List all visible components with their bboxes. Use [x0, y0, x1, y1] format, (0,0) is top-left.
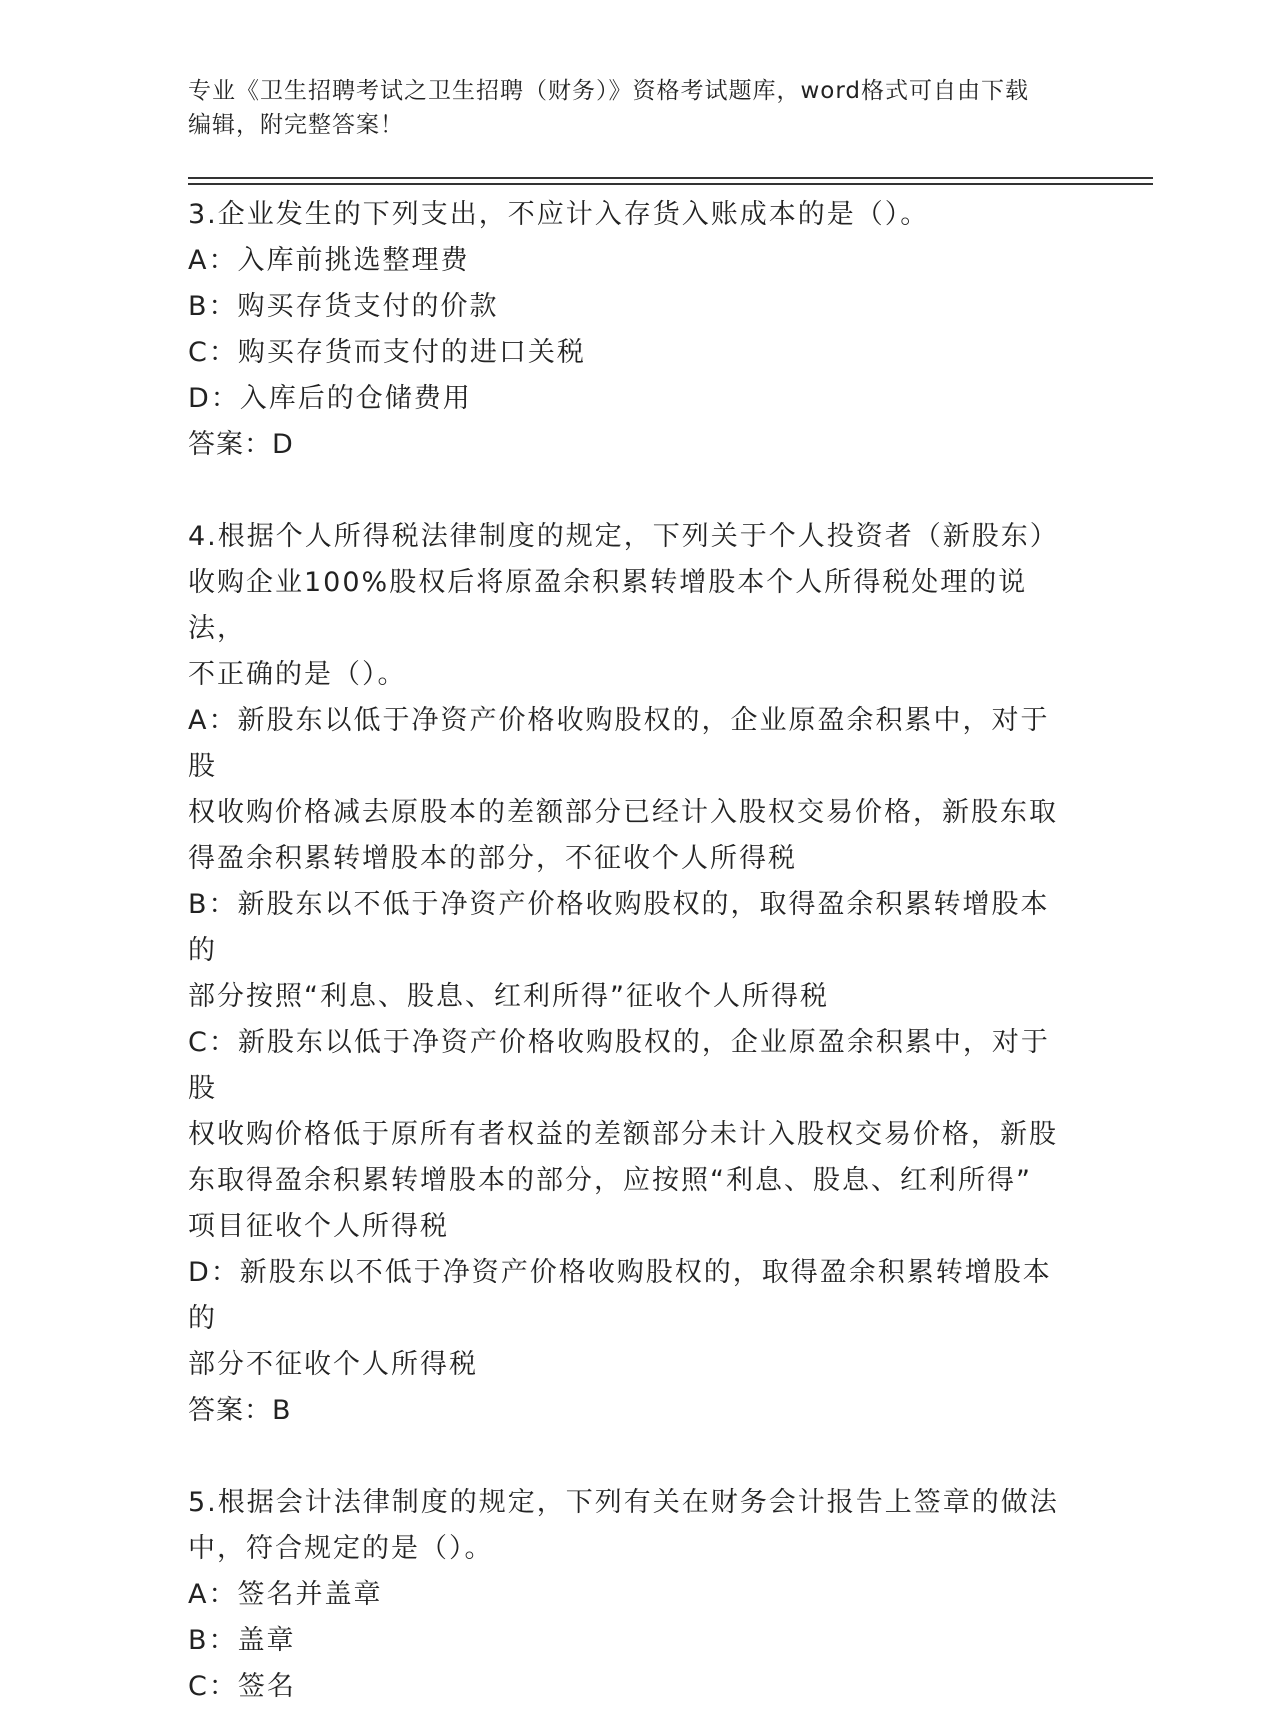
question-list	[188, 192, 1078, 1710]
question-stem: 收购企业100%股权后将原盈余积累转增股本个人所得税处理的说法，	[188, 567, 1028, 644]
question-stem: 3.企业发生的下列支出，不应计入存货入账成本的是（）。	[188, 199, 930, 230]
option-b: B：新股东以不低于净资产价格收购股权的，取得盈余积累转增股本的	[188, 889, 1050, 966]
option-d: D：新股东以不低于净资产价格收购股权的，取得盈余积累转增股本的	[188, 1257, 1052, 1334]
header-divider-top	[188, 177, 1153, 179]
option-a: 权收购价格减去原股本的差额部分已经计入股权交易价格，新股东取	[188, 797, 1058, 828]
header-divider-bottom	[188, 183, 1153, 185]
option-a: A：入库前挑选整理费	[188, 245, 470, 276]
option-d: D：入库后的仓储费用	[188, 383, 472, 414]
question-stem: 5.根据会计法律制度的规定，下列有关在财务会计报告上签章的做法	[188, 1487, 1059, 1518]
option-a: A：签名并盖章	[188, 1579, 383, 1610]
option-a: 得盈余积累转增股本的部分，不征收个人所得税	[188, 843, 797, 874]
option-c: 东取得盈余积累转增股本的部分，应按照“利息、股息、红利所得”	[188, 1165, 1032, 1196]
option-c: 项目征收个人所得税	[188, 1211, 449, 1242]
header-title-line-2: 编辑，附完整答案！	[188, 112, 404, 138]
question-5	[188, 1480, 1078, 1710]
option-d: 部分不征收个人所得税	[188, 1349, 478, 1380]
option-c: C：签名	[188, 1671, 296, 1702]
option-c: C：购买存货而支付的进口关税	[188, 337, 586, 368]
option-a: A：新股东以低于净资产价格收购股权的，企业原盈余积累中，对于股	[188, 705, 1050, 782]
answer-line: 答案：B	[188, 1395, 292, 1426]
question-stem: 不正确的是（）。	[188, 659, 407, 690]
option-b: 部分按照“利息、股息、红利所得”征收个人所得税	[188, 981, 829, 1012]
header-title-line-1: 专业《卫生招聘考试之卫生招聘（财务）》资格考试题库，word格式可自由下载	[188, 78, 1030, 104]
question-spacer	[188, 468, 1078, 514]
option-b: B：购买存货支付的价款	[188, 291, 499, 322]
question-stem: 中，符合规定的是（）。	[188, 1533, 494, 1564]
option-c: C：新股东以低于净资产价格收购股权的，企业原盈余积累中，对于股	[188, 1027, 1050, 1104]
question-spacer	[188, 1434, 1078, 1480]
document-header	[188, 74, 1068, 142]
question-4	[188, 514, 1078, 1434]
question-3	[188, 192, 1078, 468]
option-c: 权收购价格低于原所有者权益的差额部分未计入股权交易价格，新股	[188, 1119, 1058, 1150]
option-b: B：盖章	[188, 1625, 296, 1656]
answer-line: 答案：D	[188, 429, 294, 460]
question-stem: 4.根据个人所得税法律制度的规定，下列关于个人投资者（新股东）	[188, 521, 1059, 552]
